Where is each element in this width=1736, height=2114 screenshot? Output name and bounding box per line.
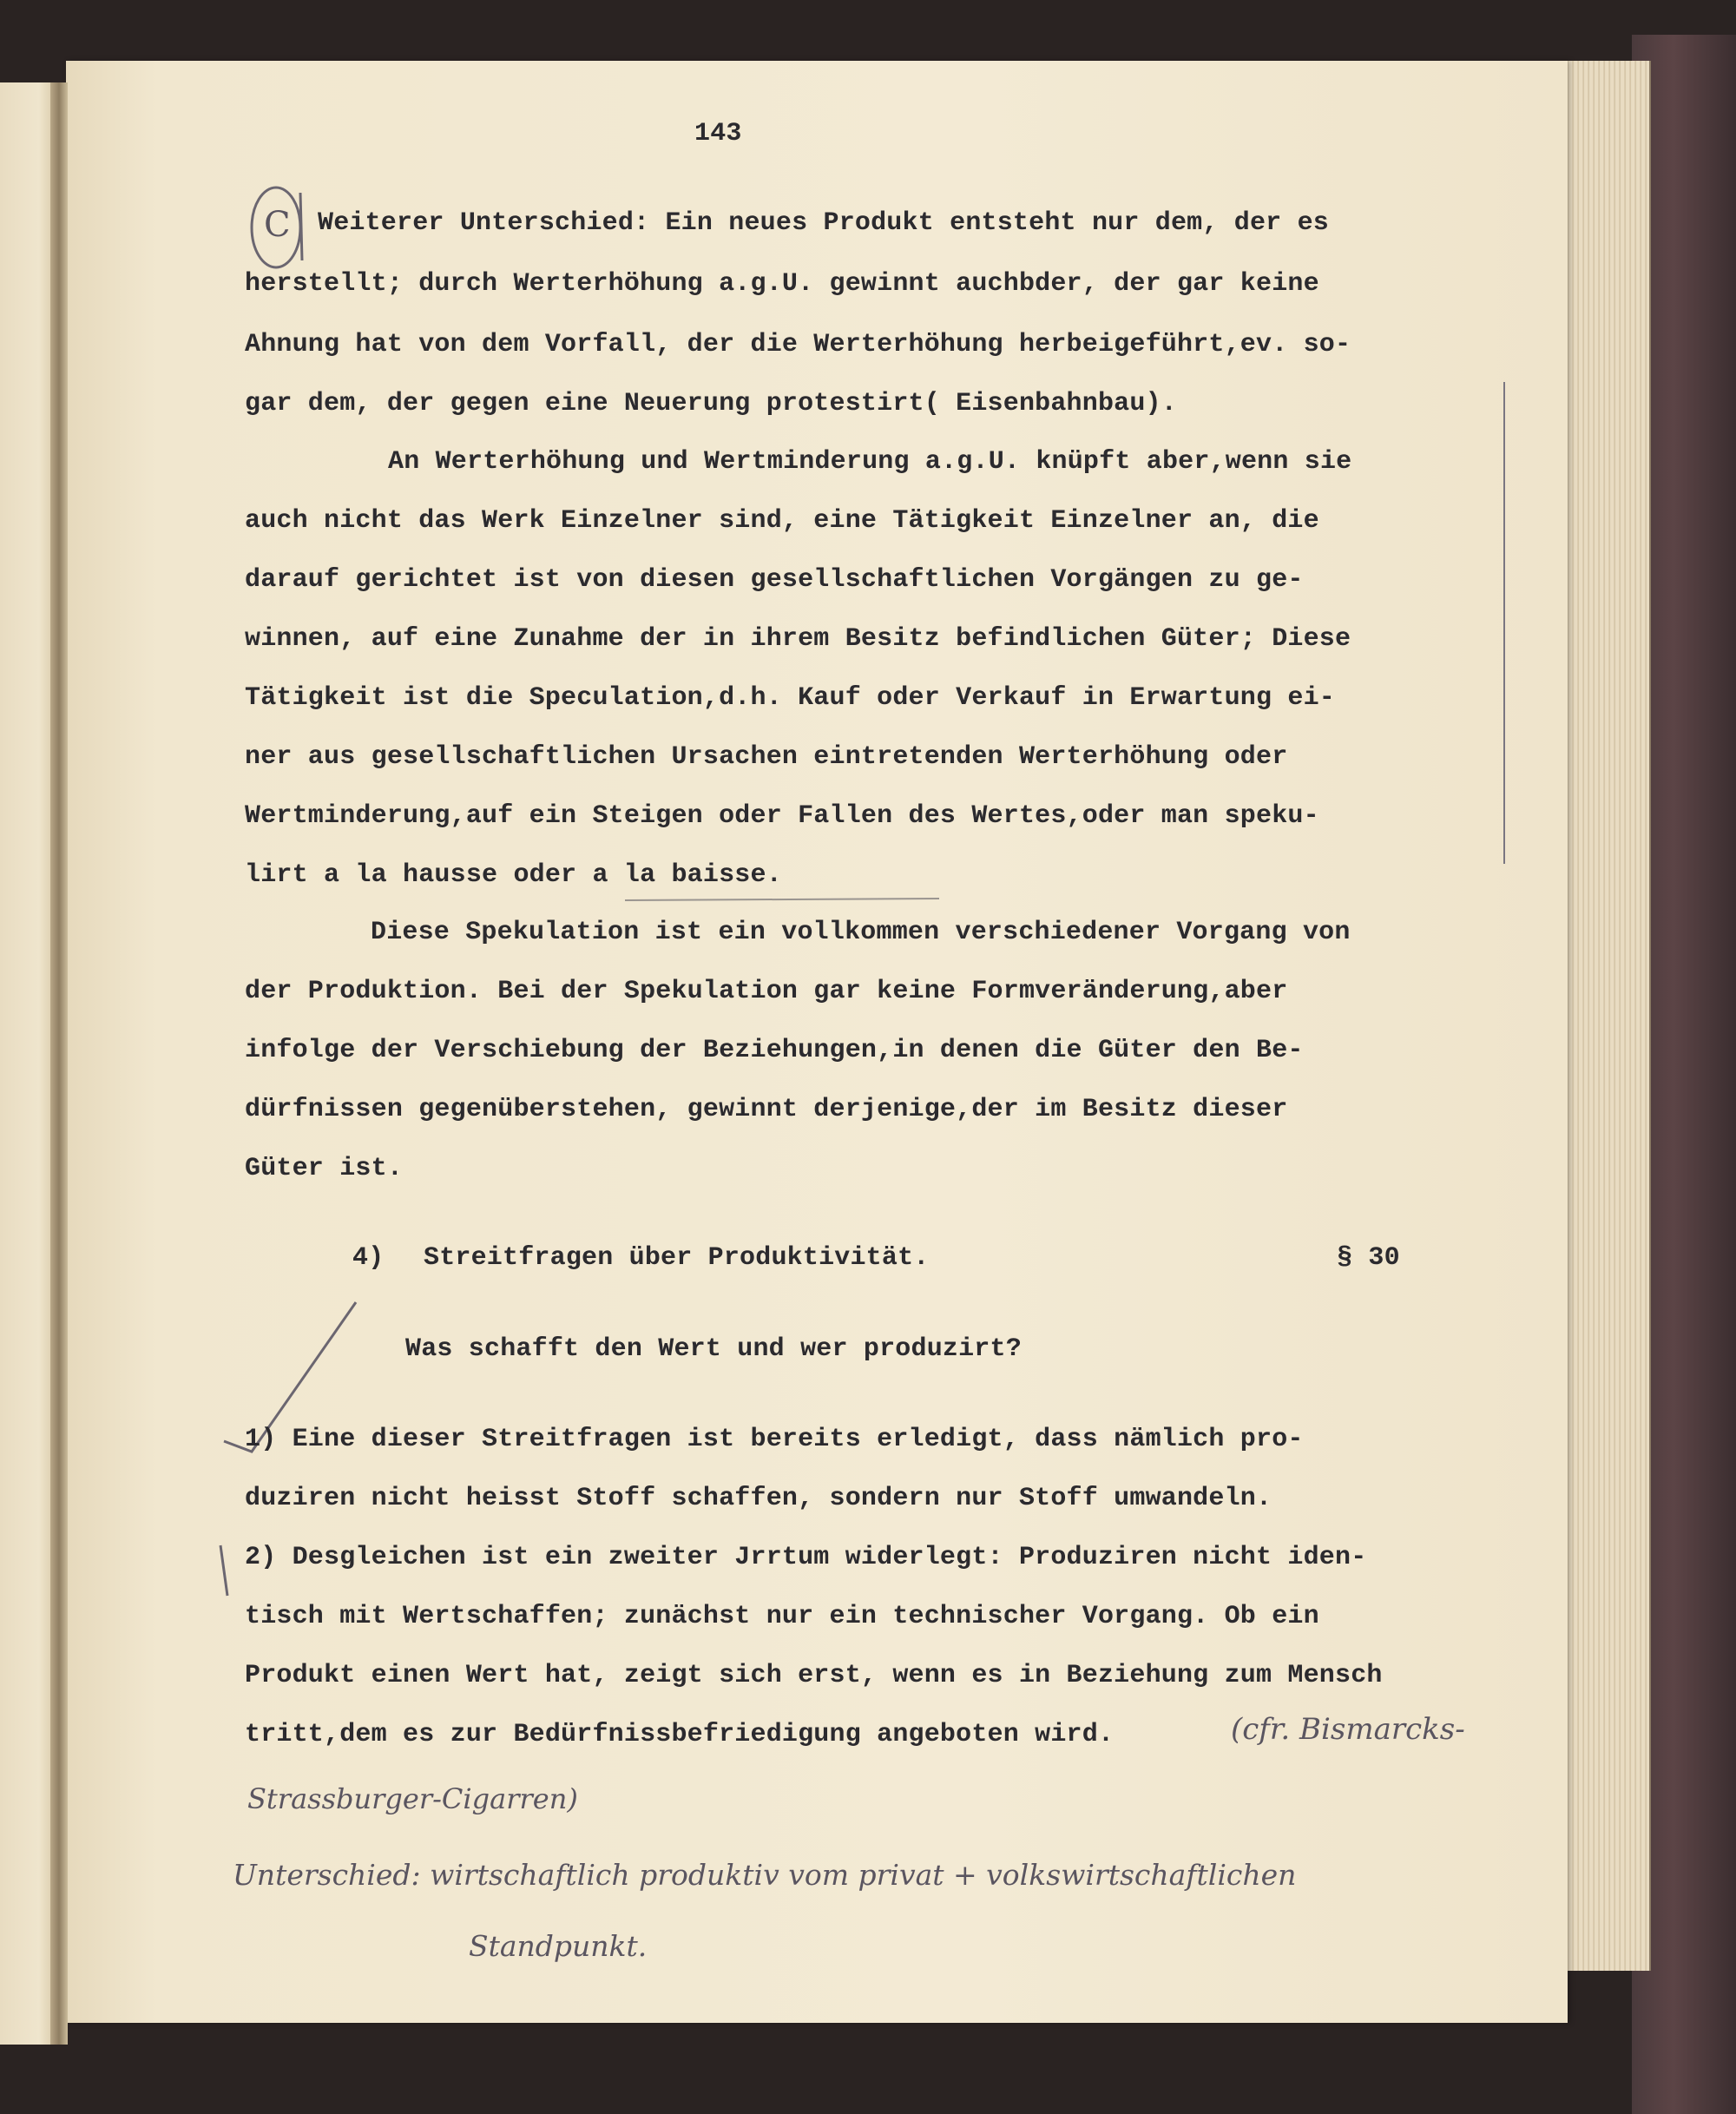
point-line-2: duziren nicht heisst Stoff schaffen, sondern nur Stoff umwandeln. — [245, 1484, 1272, 1513]
section-number: 4) — [352, 1243, 385, 1273]
margin-letter: C — [264, 205, 291, 245]
sub-heading: Was schafft den Wert und wer produzirt? — [405, 1334, 1022, 1364]
point-line-4: tisch mit Wertschaffen; zunächst nur ein technischer Vorgang. Ob ein — [245, 1602, 1319, 1631]
text-line-6: auch nicht das Werk Einzelner sind, eine Tätigkeit Einzelner an, die — [245, 506, 1319, 536]
section-title: Streitfragen über Produktivität. — [424, 1243, 930, 1273]
text-line-12: lirt a la hausse oder a la baisse. — [245, 860, 782, 890]
point-line-5: Produkt einen Wert hat, zeigt sich erst, wenn es in Beziehung zum Mensch — [245, 1661, 1383, 1690]
handwritten-note-cigarren: Strassburger-Cigarren) — [247, 1782, 578, 1815]
text-line-1: Weiterer Unterschied: Ein neues Produkt entsteht nur dem, der es — [318, 208, 1329, 238]
text-line-7: darauf gerichtet ist von diesen gesellschaftlichen Vorgängen zu ge- — [245, 565, 1304, 595]
text-line-10: ner aus gesellschaftlichen Ursachen eintretenden Werterhöhung oder — [245, 742, 1288, 772]
text-line-14: der Produktion. Bei der Spekulation gar keine Formveränderung,aber — [245, 977, 1288, 1006]
text-line-8: winnen, auf eine Zunahme der in ihrem Besitz befindlichen Güter; Diese — [245, 624, 1351, 654]
point-line-6: tritt,dem es zur Bedürfnissbefriedigung angeboten wird. — [245, 1720, 1115, 1749]
text-line-15: infolge der Verschiebung der Beziehungen,in denen die Güter den Be- — [245, 1036, 1304, 1065]
text-line-4: gar dem, der gegen eine Neuerung protestirt( Eisenbahnbau). — [245, 389, 1177, 418]
margin-bracket-mark — [300, 193, 302, 260]
page-number: 143 — [694, 119, 742, 148]
text-line-2: herstellt; durch Werterhöhung a.g.U. gewinnt auchbder, der gar keine — [245, 269, 1319, 299]
text-line-13: Diese Spekulation ist ein vollkommen verschiedener Vorgang von — [371, 918, 1351, 947]
pencil-underline — [625, 899, 939, 900]
text-line-9: Tätigkeit ist die Speculation,d.h. Kauf oder Verkauf in Erwartung ei- — [245, 683, 1336, 713]
handwritten-note-cfr: (cfr. Bismarcks- — [1231, 1712, 1465, 1747]
text-line-17: Güter ist. — [245, 1154, 404, 1183]
handwritten-note-unterschied: Unterschied: wirtschaftlich produktiv vom privat + volkswirtschaftlichen — [233, 1858, 1297, 1892]
text-line-5: An Werterhöhung und Wertminderung a.g.U. knüpft aber,wenn sie — [388, 447, 1352, 477]
text-line-11: Wertminderung,auf ein Steigen oder Fallen des Wertes,oder man speku- — [245, 801, 1319, 831]
handwritten-note-standpunkt: Standpunkt. — [469, 1929, 648, 1963]
text-line-3: Ahnung hat von dem Vorfall, der die Werterhöhung herbeigeführt,ev. so- — [245, 330, 1351, 359]
point-line-3: 2) Desgleichen ist ein zweiter Jrrtum widerlegt: Produziren nicht iden- — [245, 1543, 1367, 1572]
paragraph-number: § 30 — [1337, 1243, 1400, 1273]
point-line-1: 1) Eine dieser Streitfragen ist bereits erledigt, dass nämlich pro- — [245, 1425, 1304, 1454]
text-line-16: dürfnissen gegenüberstehen, gewinnt derjenige,der im Besitz dieser — [245, 1095, 1288, 1124]
item-2-bracket-mark — [220, 1545, 227, 1596]
